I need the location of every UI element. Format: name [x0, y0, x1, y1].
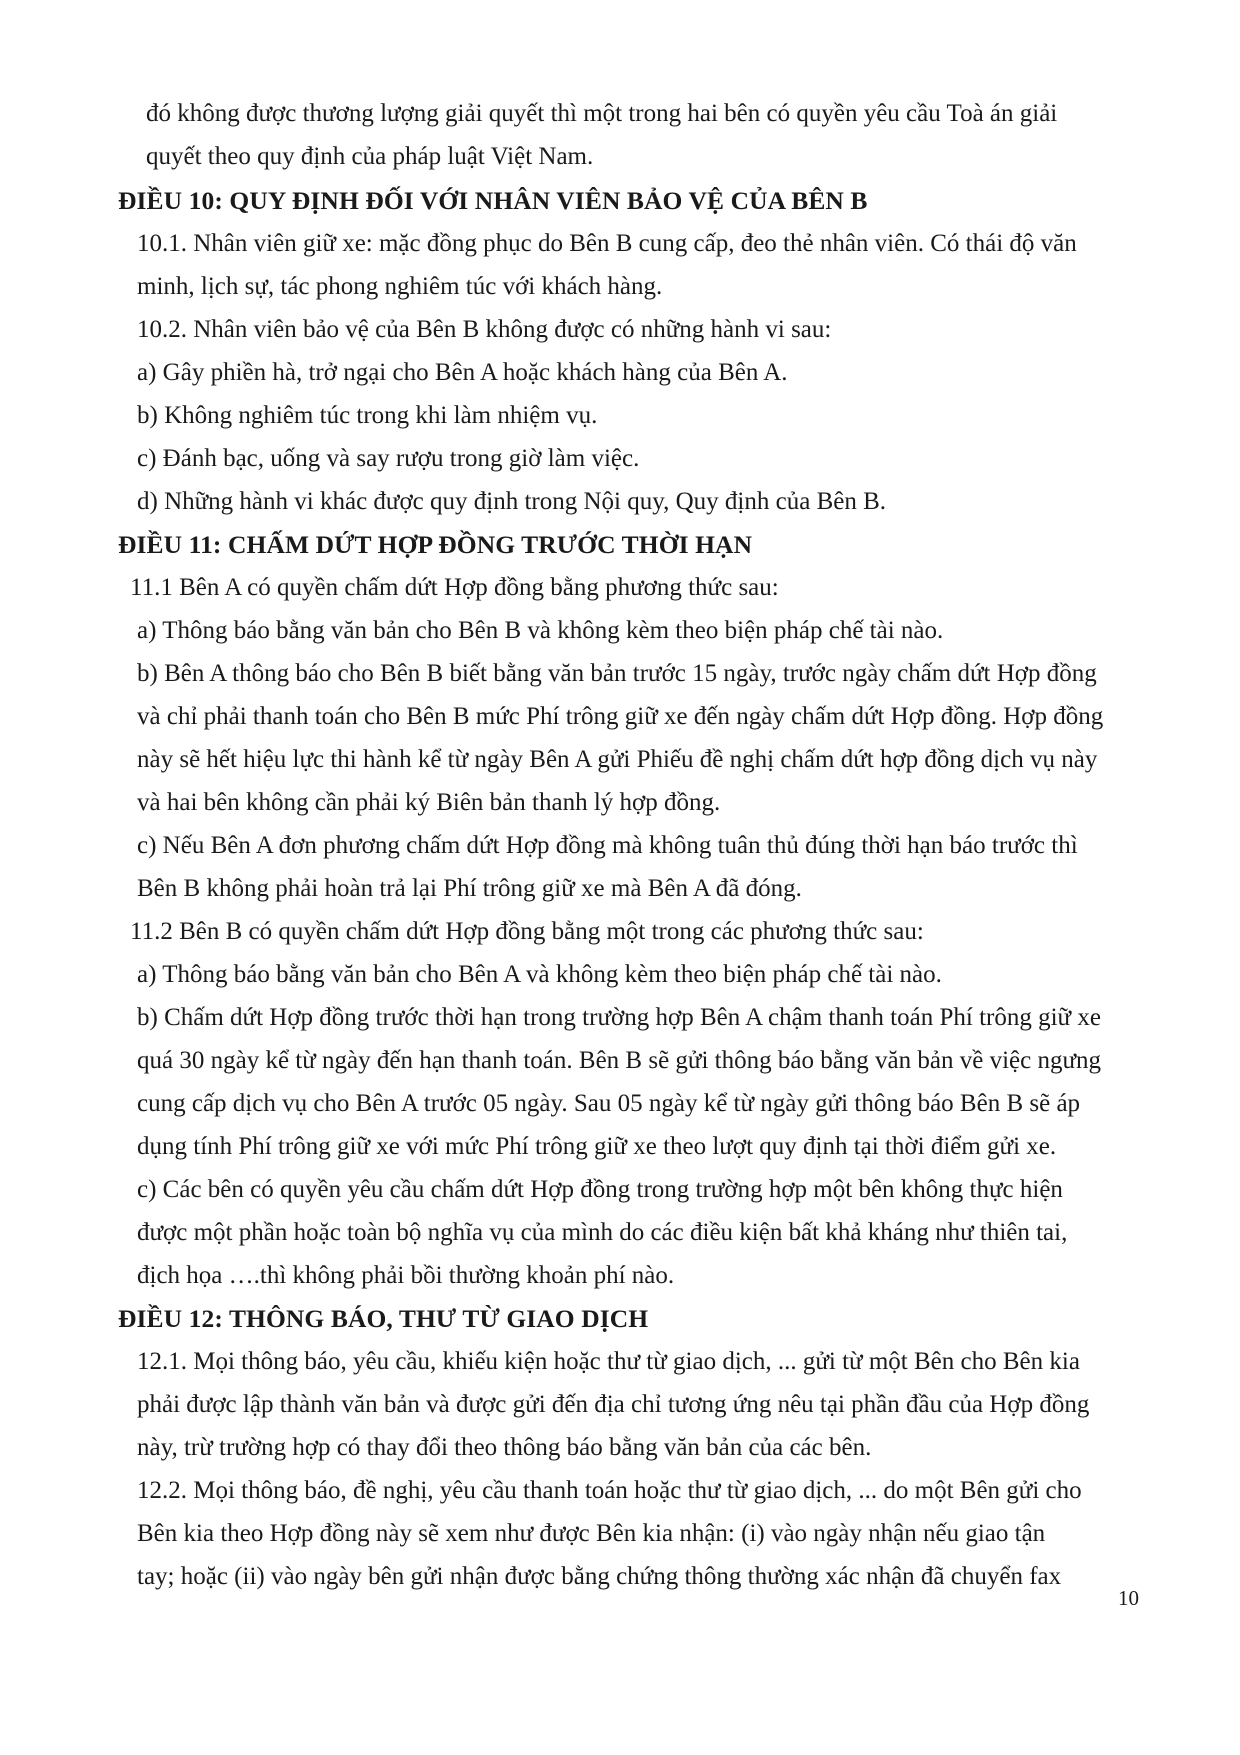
paragraph-line: 11.2 Bên B có quyền chấm dứt Hợp đồng bằng một trong các phương thức sau: [130, 918, 924, 945]
paragraph-line: phải được lập thành văn bản và được gửi đến địa chỉ tương ứng nêu tại phần đầu của Hợp đồng [137, 1391, 1090, 1418]
paragraph-line: này sẽ hết hiệu lực thi hành kể từ ngày Bên A gửi Phiếu đề nghị chấm dứt hợp đồng dịch vụ này [137, 746, 1098, 773]
paragraph-line: b) Bên A thông báo cho Bên B biết bằng văn bản trước 15 ngày, trước ngày chấm dứt Hợp đồng [137, 660, 1097, 687]
paragraph-line: và chỉ phải thanh toán cho Bên B mức Phí trông giữ xe đến ngày chấm dứt Hợp đồng. Hợp đồng [137, 703, 1104, 730]
section-heading-dieu-12: ĐIỀU 12: THÔNG BÁO, THƯ TỪ GIAO DỊCH [118, 1304, 649, 1333]
paragraph-line: 12.1. Mọi thông báo, yêu cầu, khiếu kiện hoặc thư từ giao dịch, ... gửi từ một Bên cho Bên kia [137, 1348, 1080, 1375]
paragraph-line: quyết theo quy định của pháp luật Việt Nam. [146, 143, 594, 170]
paragraph-line: b) Chấm dứt Hợp đồng trước thời hạn trong trường hợp Bên A chậm thanh toán Phí trông giữ xe [137, 1004, 1101, 1031]
paragraph-line: d) Những hành vi khác được quy định trong Nội quy, Quy định của Bên B. [137, 488, 887, 515]
paragraph-line: được một phần hoặc toàn bộ nghĩa vụ của mình do các điều kiện bất khả kháng như thiên tai, [137, 1219, 1068, 1246]
paragraph-line: a) Thông báo bằng văn bản cho Bên A và không kèm theo biện pháp chế tài nào. [137, 961, 942, 988]
paragraph-line: quá 30 ngày kể từ ngày đến hạn thanh toán. Bên B sẽ gửi thông báo bằng văn bản về việc ngưng [137, 1047, 1102, 1074]
paragraph-line: tay; hoặc (ii) vào ngày bên gửi nhận được bằng chứng thông thường xác nhận đã chuyển fax [137, 1563, 1062, 1590]
paragraph-line: địch họa ….thì không phải bồi thường khoản phí nào. [137, 1262, 675, 1289]
paragraph-line: đó không được thương lượng giải quyết thì một trong hai bên có quyền yêu cầu Toà án giải [146, 100, 1058, 127]
paragraph-line: c) Các bên có quyền yêu cầu chấm dứt Hợp đồng trong trường hợp một bên không thực hiện [137, 1176, 1063, 1203]
paragraph-line: 12.2. Mọi thông báo, đề nghị, yêu cầu thanh toán hoặc thư từ giao dịch, ... do một Bên gửi cho [137, 1477, 1082, 1504]
section-heading-dieu-10: ĐIỀU 10: QUY ĐỊNH ĐỐI VỚI NHÂN VIÊN BẢO VỆ CỦA BÊN B [118, 186, 868, 215]
paragraph-line: cung cấp dịch vụ cho Bên A trước 05 ngày. Sau 05 ngày kể từ ngày gửi thông báo Bên B sẽ áp [137, 1090, 1081, 1117]
paragraph-line: dụng tính Phí trông giữ xe với mức Phí trông giữ xe theo lượt quy định tại thời điểm gửi xe. [137, 1133, 1057, 1160]
paragraph-line: 11.1 Bên A có quyền chấm dứt Hợp đồng bằng phương thức sau: [130, 574, 779, 601]
paragraph-line: Bên kia theo Hợp đồng này sẽ xem như được Bên kia nhận: (i) vào ngày nhận nếu giao tận [137, 1520, 1046, 1547]
paragraph-line: a) Gây phiền hà, trở ngại cho Bên A hoặc khách hàng của Bên A. [137, 359, 788, 386]
paragraph-line: 10.2. Nhân viên bảo vệ của Bên B không được có những hành vi sau: [137, 316, 832, 343]
paragraph-line: a) Thông báo bằng văn bản cho Bên B và không kèm theo biện pháp chế tài nào. [137, 617, 944, 644]
section-heading-dieu-11: ĐIỀU 11: CHẤM DỨT HỢP ĐỒNG TRƯỚC THỜI HẠN [118, 530, 753, 559]
paragraph-line: c) Nếu Bên A đơn phương chấm dứt Hợp đồng mà không tuân thủ đúng thời hạn báo trước thì [137, 832, 1078, 859]
page-number: 10 [1118, 1586, 1139, 1610]
paragraph-line: này, trừ trường hợp có thay đổi theo thông báo bằng văn bản của các bên. [137, 1434, 872, 1461]
paragraph-line: minh, lịch sự, tác phong nghiêm túc với khách hàng. [137, 273, 663, 300]
paragraph-line: 10.1. Nhân viên giữ xe: mặc đồng phục do Bên B cung cấp, đeo thẻ nhân viên. Có thái độ văn [137, 230, 1077, 257]
paragraph-line: c) Đánh bạc, uống và say rượu trong giờ làm việc. [137, 445, 640, 472]
paragraph-line: Bên B không phải hoàn trả lại Phí trông giữ xe mà Bên A đã đóng. [137, 875, 802, 902]
paragraph-line: và hai bên không cần phải ký Biên bản thanh lý hợp đồng. [137, 789, 721, 816]
paragraph-line: b) Không nghiêm túc trong khi làm nhiệm vụ. [137, 402, 598, 429]
